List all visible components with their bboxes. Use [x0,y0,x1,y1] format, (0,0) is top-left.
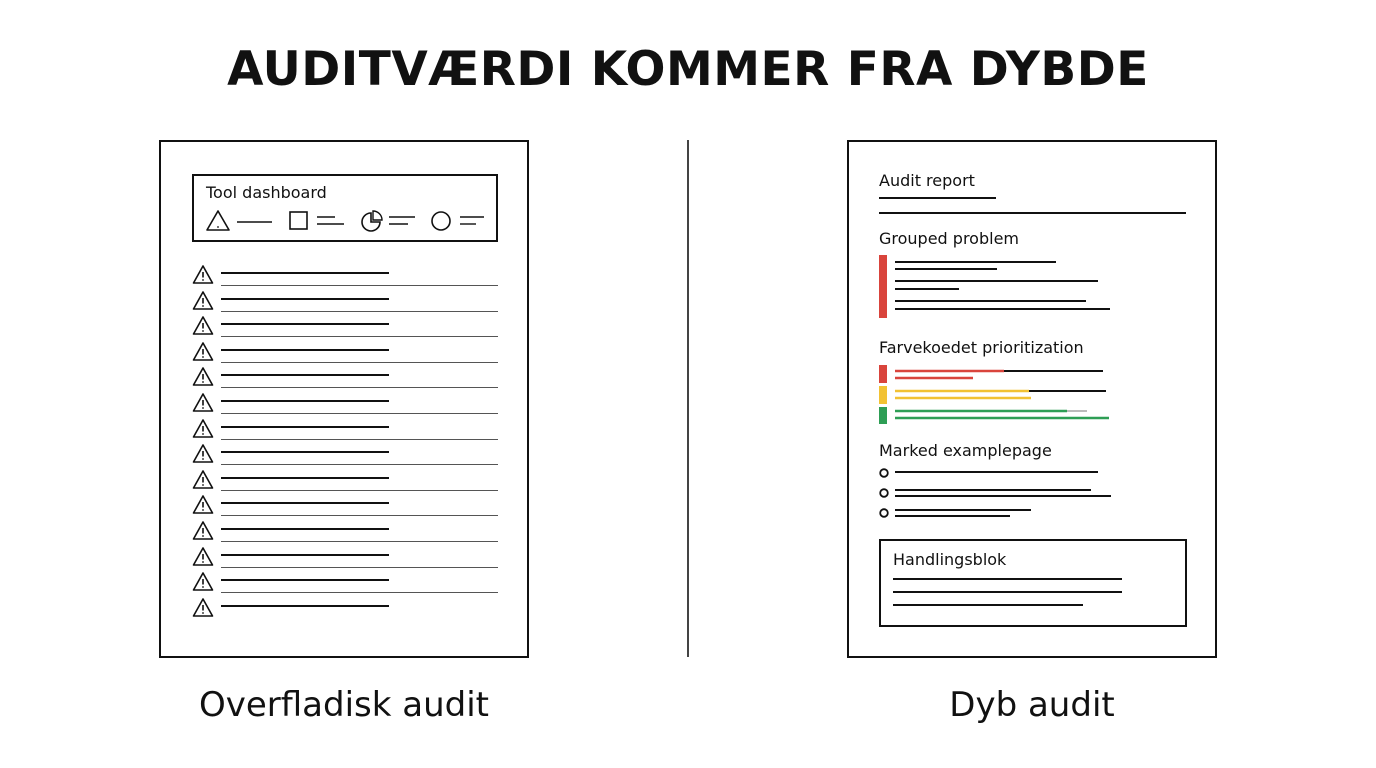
issue-separator [221,285,498,286]
warning-icon [192,546,214,568]
issue-separator [221,362,498,363]
warning-icon [192,290,214,312]
center-divider [687,140,689,657]
issue-line [221,605,389,607]
example-page-list [879,466,1119,522]
report-title-underline [879,197,996,199]
issue-row [192,494,502,520]
priority-bars [879,364,1119,424]
action-line [893,578,1122,580]
issue-separator [221,387,498,388]
pie-chart-icon [362,211,382,231]
issue-row [192,341,502,367]
dashboard-label: Tool dashboard [206,183,327,202]
issue-separator [221,515,498,516]
issue-separator [221,439,498,440]
warning-triangle-icon [207,211,229,230]
issue-row [192,520,502,546]
warning-icon [192,520,214,542]
action-line [893,591,1122,593]
grouped-problem-block [879,255,1119,319]
issue-row [192,315,502,341]
grouped-problem-heading: Grouped problem [879,229,1019,248]
issue-line [221,502,389,504]
warning-icon [192,264,214,286]
priority-heading: Farvekoedet prioritization [879,338,1084,357]
issue-separator [221,592,498,593]
issue-row [192,418,502,444]
issue-row [192,264,502,290]
dashboard-icons [206,208,490,234]
tool-dashboard-box [192,174,498,242]
issue-separator [221,490,498,491]
warning-icon [192,392,214,414]
issue-row [192,443,502,469]
warning-icon [192,469,214,491]
warning-icon [192,418,214,440]
deep-audit-document [847,140,1217,658]
issue-line [221,579,389,581]
shallow-audit-caption: Overfladisk audit [198,685,489,725]
issue-row [192,597,502,623]
issue-line [221,323,389,325]
issue-separator [221,336,498,337]
shallow-audit-document [159,140,529,658]
issue-row [192,546,502,572]
issue-separator [221,567,498,568]
issue-line [221,554,389,556]
issue-separator [221,311,498,312]
main-title: AUDITVÆRDI KOMMER FRA DYBDE [227,42,1149,97]
issue-list [192,264,502,622]
example-page-heading: Marked examplepage [879,441,1052,460]
issue-separator [221,541,498,542]
issue-line [221,349,389,351]
warning-icon [192,443,214,465]
warning-icon [192,315,214,337]
issue-row [192,290,502,316]
issue-separator [221,464,498,465]
issue-line [221,272,389,274]
action-line [893,604,1083,606]
warning-icon [192,341,214,363]
issue-line [221,451,389,453]
warning-icon [192,571,214,593]
issue-line [221,477,389,479]
action-block-title: Handlingsblok [893,550,1007,569]
issue-line [221,426,389,428]
warning-icon [192,494,214,516]
circle-icon [432,212,450,230]
issue-row [192,469,502,495]
action-block [879,539,1187,627]
issue-line [221,400,389,402]
issue-row [192,366,502,392]
warning-icon [192,597,214,619]
deep-audit-caption: Dyb audit [949,685,1115,725]
report-rule [879,212,1186,214]
square-icon [290,212,307,229]
issue-row [192,392,502,418]
issue-line [221,528,389,530]
report-title: Audit report [879,171,975,190]
warning-icon [192,366,214,388]
issue-separator [221,413,498,414]
issue-line [221,374,389,376]
issue-row [192,571,502,597]
issue-line [221,298,389,300]
